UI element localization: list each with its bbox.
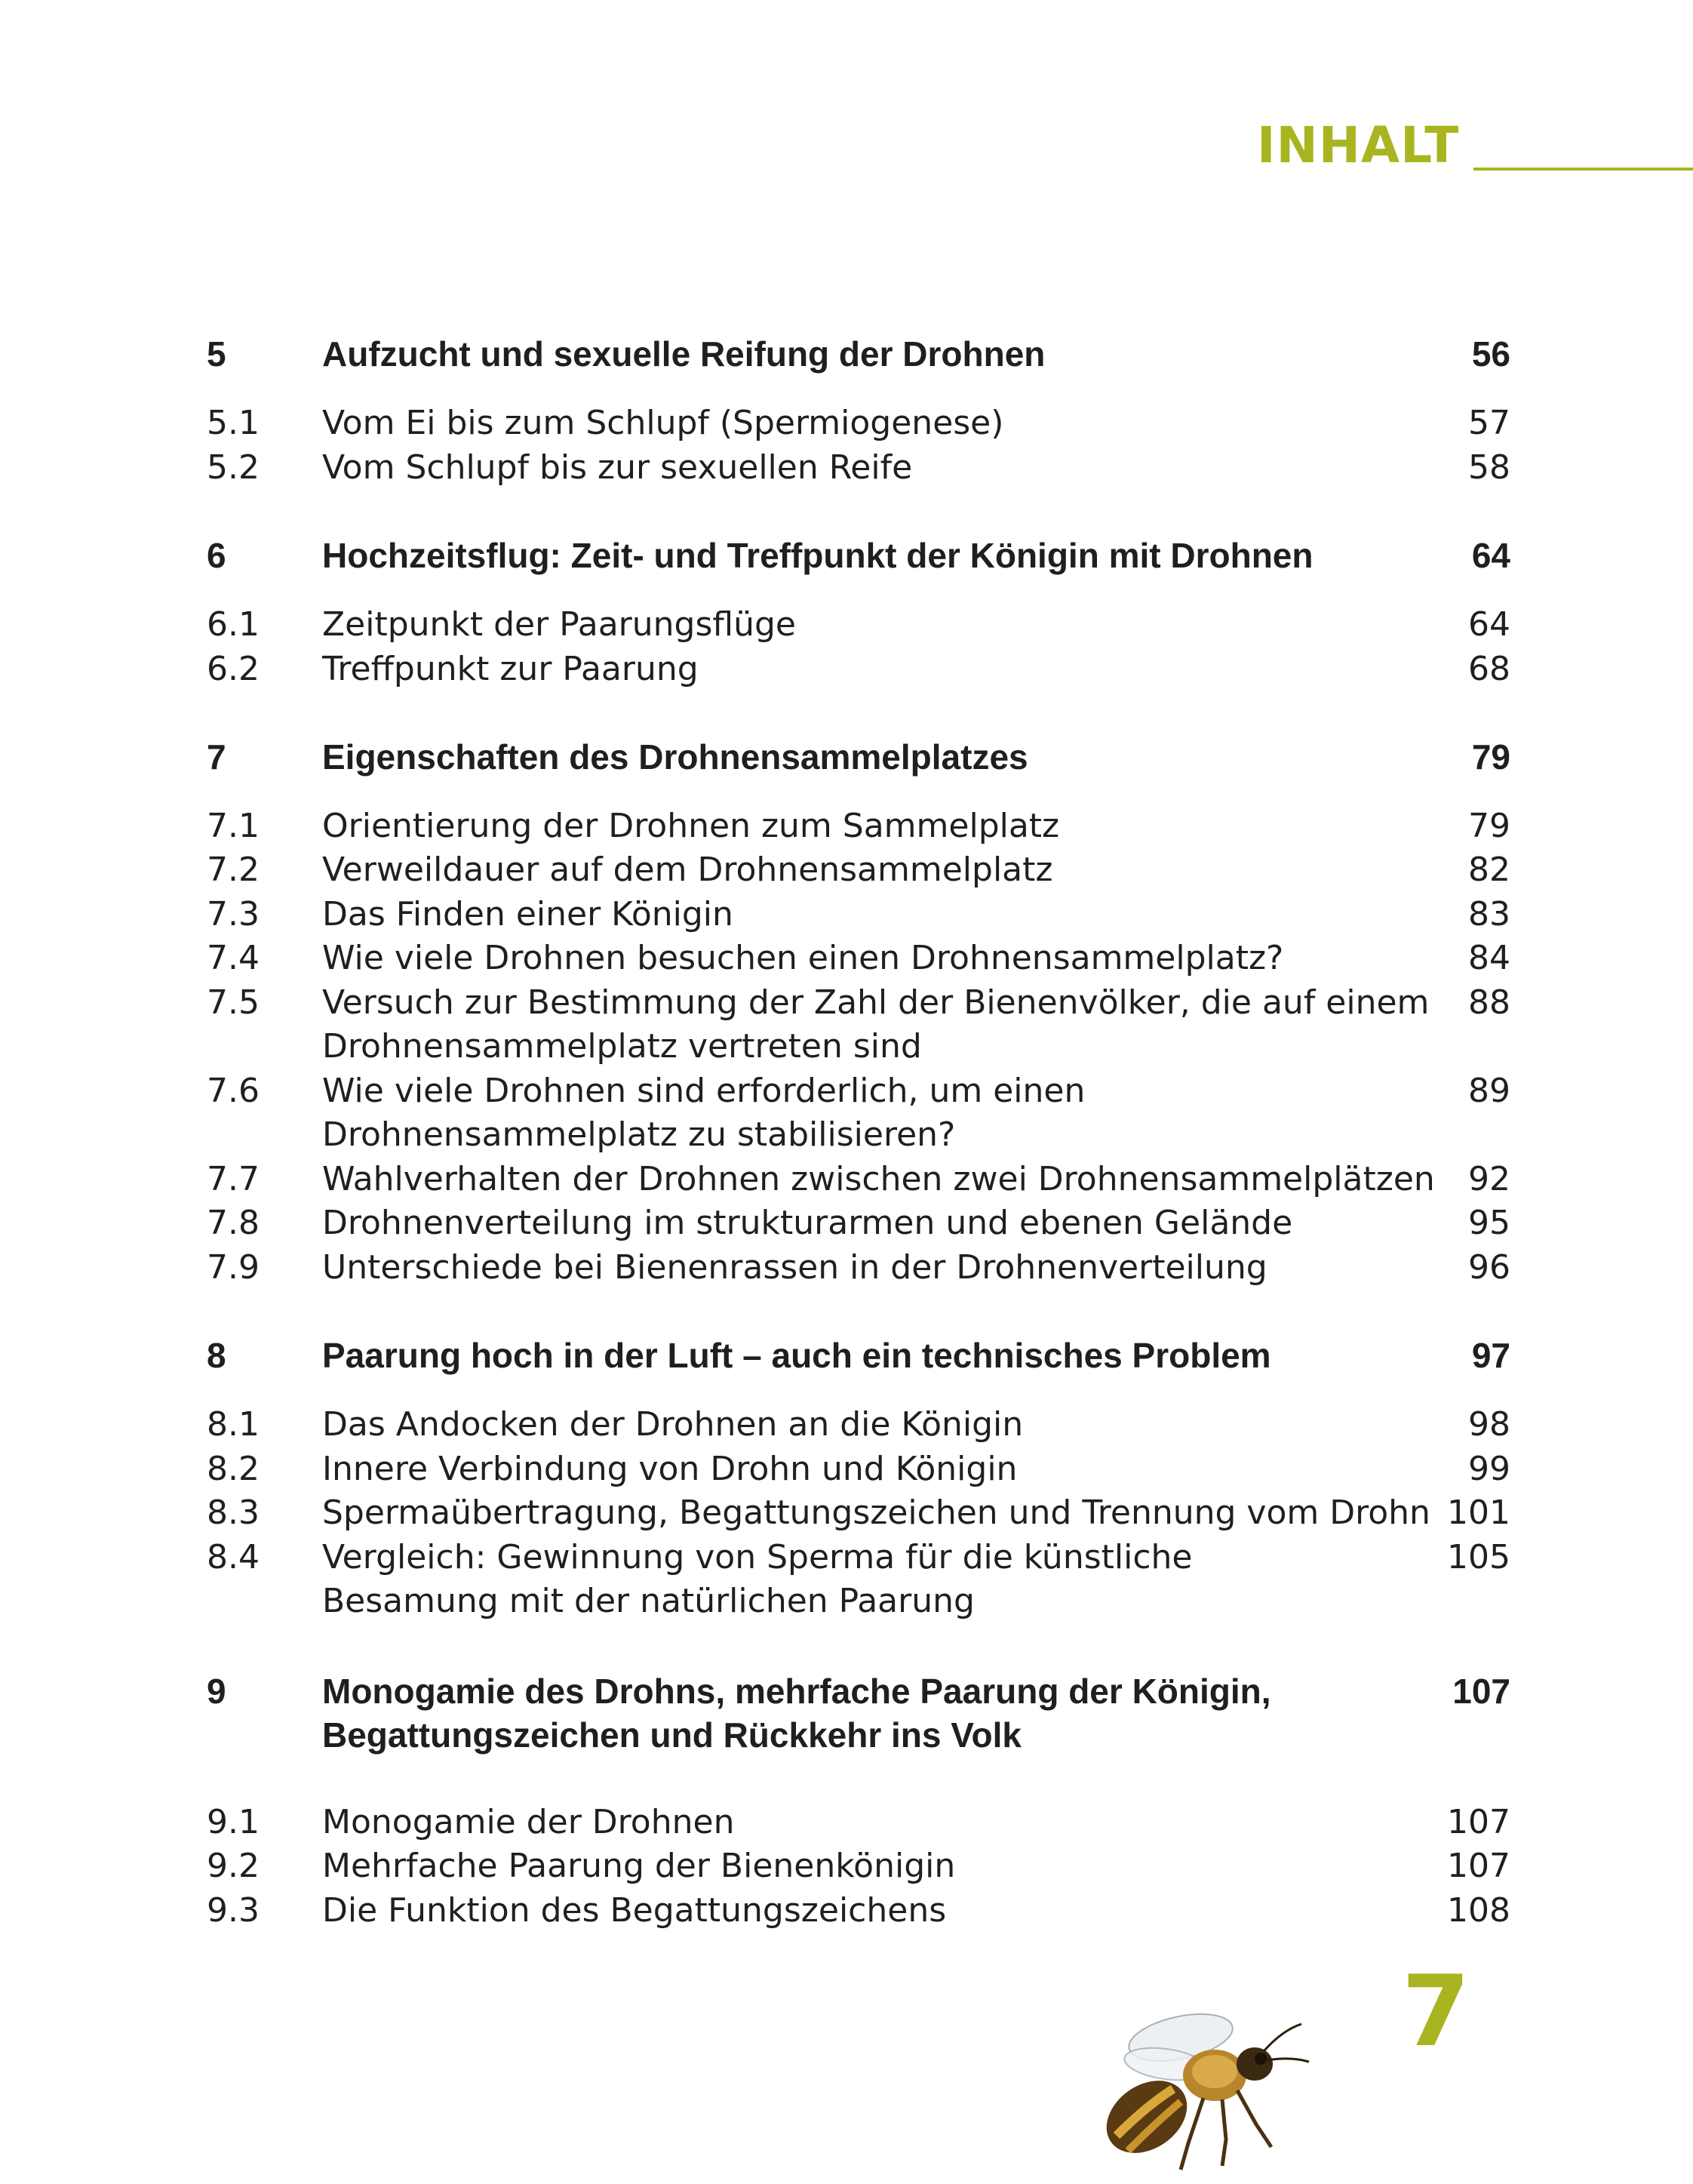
toc-entry-number: 5.2: [207, 448, 260, 487]
toc-entry-title: [322, 893, 1393, 937]
toc-entry-number: 7: [207, 737, 226, 777]
toc-entry-page: 57: [1468, 404, 1510, 442]
toc-entry-number: 5: [207, 334, 226, 374]
toc-entry-page: 92: [1468, 1160, 1510, 1198]
toc-entry-page: 88: [1468, 983, 1510, 1022]
bee-illustration: [1075, 1992, 1317, 2173]
toc-entry-page: 68: [1468, 650, 1510, 688]
toc-entry-number: 7.1: [207, 807, 260, 845]
toc-entry-title: [322, 648, 1393, 691]
toc-entry-title-line: Zeitpunkt der Paarungsflüge: [322, 605, 796, 644]
toc-entry-title-line: Hochzeitsflug: Zeit- und Treffpunkt der Königin mit Drohnen: [322, 536, 1314, 575]
toc-entry-number: 7.4: [207, 939, 260, 977]
toc-entry-number: 8: [207, 1336, 226, 1375]
toc-entry-title: [322, 401, 1393, 445]
toc-entry-title-line: Besamung mit der natürlichen Paarung: [322, 1582, 975, 1620]
toc-entry-number: 8.1: [207, 1405, 260, 1444]
toc-entry-page: 95: [1468, 1204, 1510, 1242]
toc-entry-number: 6.2: [207, 650, 260, 688]
toc-entry-title-line: Drohnensammelplatz zu stabilisieren?: [322, 1115, 956, 1154]
toc-entry-title-line: Monogamie des Drohns, mehrfache Paarung der Königin,: [322, 1672, 1271, 1711]
toc-entry-page: 83: [1468, 895, 1510, 934]
toc-entry-title-line: Eigenschaften des Drohnensammelplatzes: [322, 737, 1028, 777]
toc-entry-title: [322, 735, 1393, 779]
toc-entry-title: [322, 1536, 1393, 1623]
toc-entry-page: 64: [1471, 536, 1510, 575]
toc-entry-title-line: Die Funktion des Begattungszeichens: [322, 1891, 947, 1930]
toc-entry-page: 108: [1447, 1891, 1510, 1930]
toc-entry-page: 79: [1471, 737, 1510, 777]
toc-entry-title: [322, 1447, 1393, 1491]
toc-entry-title-line: Wie viele Drohnen sind erforderlich, um einen: [322, 1072, 1086, 1110]
toc-entry-number: 7.7: [207, 1160, 260, 1198]
toc-entry-title: [322, 1246, 1393, 1290]
toc-entry-title-line: Begattungszeichen und Rückkehr ins Volk: [322, 1715, 1022, 1755]
toc-entry-number: 7.2: [207, 851, 260, 889]
toc-entry-title-line: Das Andocken der Drohnen an die Königin: [322, 1405, 1024, 1444]
toc-entry-page: 97: [1471, 1336, 1510, 1375]
toc-entry-title-line: Versuch zur Bestimmung der Zahl der Bienenvölker, die auf einem: [322, 983, 1430, 1022]
toc-entry-page: 107: [1452, 1672, 1510, 1711]
toc-entry-page: 56: [1471, 334, 1510, 374]
toc-entry-title: [322, 981, 1430, 1069]
toc-entry-number: 7.5: [207, 983, 260, 1022]
toc-entry-number: 8.4: [207, 1538, 260, 1576]
toc-entry-title-line: Wie viele Drohnen besuchen einen Drohnensammelplatz?: [322, 939, 1284, 977]
toc-entry-number: 9.3: [207, 1891, 260, 1930]
page-heading: INHALT: [1257, 116, 1460, 174]
toc-entry-title-line: Treffpunkt zur Paarung: [322, 650, 699, 688]
toc-entry-title: [322, 446, 1393, 490]
toc-entry-number: 5.1: [207, 404, 260, 442]
toc-entry-page: 101: [1447, 1493, 1510, 1532]
toc-entry-title: [322, 332, 1393, 376]
toc-entry-title: [322, 1801, 1393, 1844]
toc-entry-page: 96: [1468, 1248, 1510, 1287]
toc-entry-page: 98: [1468, 1405, 1510, 1444]
toc-entry-page: 64: [1468, 605, 1510, 644]
toc-entry-title: [322, 1069, 1393, 1157]
toc-entry-title: [322, 1491, 1430, 1535]
toc-entry-number: 6: [207, 536, 226, 575]
toc-entry-page: 79: [1468, 807, 1510, 845]
toc-entry-page: 107: [1447, 1803, 1510, 1841]
toc-entry-title: [322, 603, 1393, 647]
toc-entry-title-line: Mehrfache Paarung der Bienenkönigin: [322, 1847, 956, 1885]
toc-entry-title-line: Vom Ei bis zum Schlupf (Spermiogenese): [322, 404, 1004, 442]
toc-entry-number: 8.2: [207, 1450, 260, 1488]
toc-entry-page: 84: [1468, 939, 1510, 977]
toc-entry-title-line: Monogamie der Drohnen: [322, 1803, 735, 1841]
toc-entry-number: 9: [207, 1672, 226, 1711]
toc-entry-number: 8.3: [207, 1493, 260, 1532]
toc-entry-title-line: Drohnenverteilung im strukturarmen und ebenen Gelände: [322, 1204, 1293, 1242]
toc-entry-title: [322, 1201, 1393, 1245]
toc-entry-title: [322, 1844, 1393, 1888]
toc-entry-title: [322, 1403, 1393, 1447]
toc-entry-title-line: Vom Schlupf bis zur sexuellen Reife: [322, 448, 913, 487]
toc-entry-title-line: Spermaübertragung, Begattungszeichen und Trennung vom Drohn: [322, 1493, 1430, 1532]
toc-entry-page: 105: [1447, 1538, 1510, 1576]
toc-entry-number: 7.8: [207, 1204, 260, 1242]
toc-entry-title-line: Verweildauer auf dem Drohnensammelplatz: [322, 851, 1053, 889]
toc-entry-title: [322, 1889, 1393, 1933]
toc-entry-title-line: Drohnensammelplatz vertreten sind: [322, 1027, 922, 1066]
toc-entry-title: [322, 1333, 1393, 1377]
toc-entry-title-line: Orientierung der Drohnen zum Sammelplatz: [322, 807, 1060, 845]
toc-entry-title-line: Innere Verbindung von Drohn und Königin: [322, 1450, 1018, 1488]
heading-rule: [1473, 168, 1693, 171]
toc-entry-title: [322, 1669, 1393, 1757]
toc-entry-page: 82: [1468, 851, 1510, 889]
toc-entry-title-line: Paarung hoch in der Luft – auch ein technisches Problem: [322, 1336, 1271, 1375]
toc-entry-page: 107: [1447, 1847, 1510, 1885]
toc-entry-number: 7.3: [207, 895, 260, 934]
toc-entry-title-line: Wahlverhalten der Drohnen zwischen zwei Drohnensammelplätzen: [322, 1160, 1435, 1198]
toc-entry-number: 7.6: [207, 1072, 260, 1110]
toc-entry-number: 6.1: [207, 605, 260, 644]
toc-entry-title-line: Das Finden einer Königin: [322, 895, 733, 934]
toc-entry-page: 99: [1468, 1450, 1510, 1488]
toc-entry-number: 9.1: [207, 1803, 260, 1841]
toc-entry-page: 89: [1468, 1072, 1510, 1110]
toc-entry-number: 9.2: [207, 1847, 260, 1885]
toc-entry-number: 7.9: [207, 1248, 260, 1287]
toc-entry-title: [322, 1158, 1435, 1201]
toc-entry-title: [322, 534, 1393, 577]
toc-entry-title: [322, 937, 1393, 980]
page-number: 7: [1402, 1954, 1470, 2069]
toc-entry-title-line: Vergleich: Gewinnung von Sperma für die künstliche: [322, 1538, 1193, 1576]
toc-entry-title-line: Aufzucht und sexuelle Reifung der Drohnen: [322, 334, 1046, 374]
toc-entry-page: 58: [1468, 448, 1510, 487]
toc-entry-title: [322, 804, 1393, 848]
toc-entry-title: [322, 848, 1393, 892]
toc-entry-title-line: Unterschiede bei Bienenrassen in der Drohnenverteilung: [322, 1248, 1267, 1287]
